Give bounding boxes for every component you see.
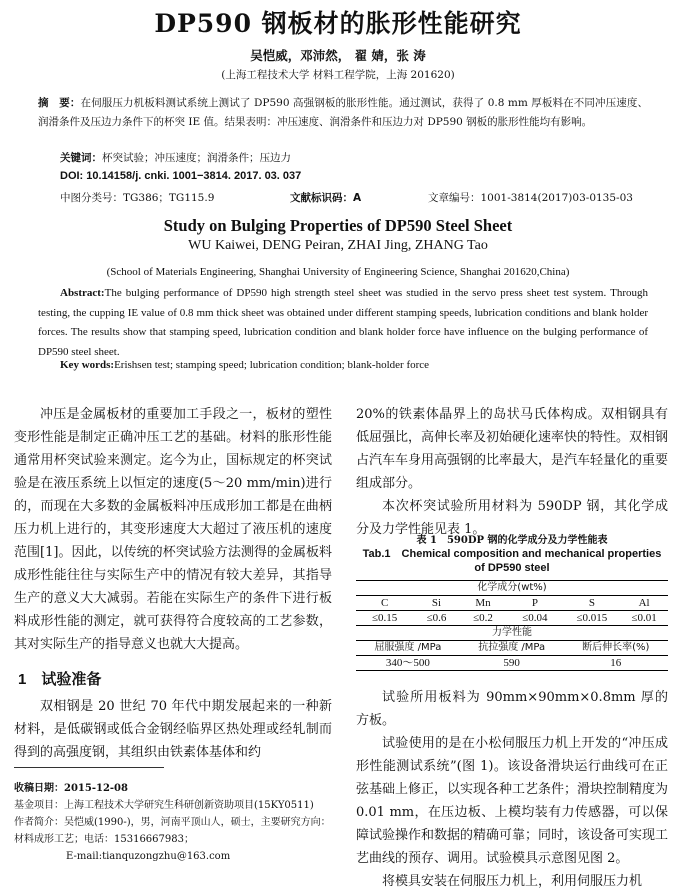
paper-title-cn: DP590 钢板材的胀形性能研究 bbox=[154, 9, 522, 38]
affiliation-en: (School of Materials Engineering, Shanghai University of Engineering Science, Shanghai 201620,China) bbox=[106, 266, 570, 278]
intro-paragraph: 冲压是金属板材的重要加工手段之一，板材的塑性变形性能是制定正确冲压工艺的基础。材料的胀形性能通常用杯突试验来测定。迄今为止，国标规定的杯突试验是在液压系统上以恒定的速度(5～20 mm/min)进行的，而现在大多数的金属板料冲压成形加工都是在曲柄压力机上进行的，其变形速度大大超过了液压机的速度范围[1]。因此，以传统的杯突试验方法测得的金属板料成形性能往往与实际生产中的情况有较大差异，其指导生产的意义大大减弱。若能在实际生产的条件下进行板料成形性能的测定，就可获得符合度较高的工艺参数，其对实际生产的指导意义也就大大提高。 bbox=[14, 407, 332, 652]
keywords-cn-label: 关键词： bbox=[60, 152, 102, 164]
document-code: 文献标识码：A bbox=[290, 192, 362, 204]
dual-phase-paragraph: 双相钢是 20 世纪 70 年代中期发展起来的一种新材料，是低碳钢或低合金钢经临界区热处理或经轧制而得到的高强度钢，其组织由铁素体基体和约 bbox=[14, 699, 332, 760]
footnote-divider bbox=[14, 767, 164, 768]
abstract-en-text: The bulging performance of DP590 high strength steel sheet was studied in the servo press sheet test system. Through testing, the cupping IE value of 0.8 mm thick sheet was obtained under different stamping speeds, lubrication conditions and blank holder forces. The results show that stamping speed, lubrication condition and blank holder force have influence on the bulging performance of DP590 steel sheet. bbox=[38, 287, 648, 358]
authors-en: WU Kaiwei, DENG Peiran, ZHAI Jing, ZHANG Tao bbox=[188, 238, 488, 253]
mech-val: 16 bbox=[564, 656, 668, 671]
chem-val: ≤0.15 bbox=[356, 611, 413, 626]
material-paragraph: 本次杯突试验所用材料为 590DP 钢，其化学成分及力学性能见表 1。 bbox=[356, 499, 668, 537]
keywords-cn-text: 杯突试验；冲压速度；润滑条件；压边力 bbox=[102, 152, 291, 164]
mech-val: 590 bbox=[460, 656, 564, 671]
mech-col: 屈服强度 /MPa bbox=[356, 641, 460, 656]
abstract-cn-text: 在伺服压力机板料测试系统上测试了 DP590 高强钢板的胀形性能。通过测试，获得了 0.8 mm 厚板料在不同冲压速度、润滑条件及压边力条件下的杯突 IE 值。结果表明：冲压速度、润滑条件和压边力对 DP590 钢板的胀形性能均有影响。 bbox=[38, 97, 649, 128]
right-column-bottom bbox=[356, 686, 668, 893]
abstract-en bbox=[38, 284, 648, 362]
mounting-paragraph: 将模具安装在伺服压力机上，利用伺服压力机 bbox=[382, 874, 643, 889]
chem-col: Al bbox=[620, 596, 668, 611]
mech-col: 断后伸长率(%) bbox=[564, 641, 668, 656]
composition-table bbox=[356, 580, 668, 671]
article-number: 文章编号：1001-3814(2017)03-0135-03 bbox=[428, 192, 633, 204]
section-1-heading: 1 试验准备 bbox=[18, 671, 102, 688]
equipment-paragraph: 试验使用的是在小松伺服压力机上开发的“冲压成形性能测试系统”(图 1)。该设备滑块运行曲线可在正弦基础上修正，以实现各种工艺条件；滑块控制精度为 0.01 mm，在压边板、上模均装有力传感器，可以保障试验操作和数据的精确可靠；同时，该设备可实现工艺曲线的预存、调用。试验模具示意图见图 2。 bbox=[356, 736, 669, 866]
footnote-email: E-mail:tianquzongzhu@163.com bbox=[66, 851, 231, 862]
chem-col: S bbox=[564, 596, 621, 611]
authors-cn: 吴恺威，邓沛然， 翟 婧，张 涛 bbox=[250, 48, 426, 63]
keywords-en bbox=[60, 359, 429, 371]
chem-header: 化学成分(wt%) bbox=[356, 581, 668, 596]
doi: DOI: 10.14158/j. cnki. 1001−3814. 2017. 03. 037 bbox=[60, 170, 302, 182]
paper-title-en: Study on Bulging Properties of DP590 Steel Sheet bbox=[163, 216, 513, 235]
mech-header: 力学性能 bbox=[356, 626, 668, 641]
abstract-cn-label: 摘 要： bbox=[38, 97, 81, 109]
chem-val: ≤0.6 bbox=[413, 611, 460, 626]
footnote-received: 收稿日期：2015-12-08 bbox=[14, 783, 128, 794]
keywords-cn bbox=[60, 150, 291, 165]
mech-col: 抗拉强度 /MPa bbox=[460, 641, 564, 656]
right-column-top bbox=[356, 403, 668, 541]
chem-col: C bbox=[356, 596, 413, 611]
footnotes bbox=[14, 780, 332, 865]
table-caption-cn: 表 1 590DP 钢的化学成分及力学性能表 bbox=[416, 535, 608, 546]
chem-val: ≤0.2 bbox=[460, 611, 507, 626]
keywords-en-text: Erishsen test; stamping speed; lubrication condition; blank-holder force bbox=[114, 359, 430, 371]
keywords-en-label: Key words: bbox=[60, 359, 115, 371]
classification-number: 中图分类号：TG386；TG115.9 bbox=[60, 192, 215, 204]
chem-val: ≤0.01 bbox=[620, 611, 668, 626]
abstract-en-label: Abstract: bbox=[60, 287, 105, 299]
abstract-cn bbox=[38, 94, 648, 132]
footnote-author: 作者简介：吴恺威(1990-)，男，河南平顶山人，硕士，主要研究方向：材料成形工艺；电话：15316667983； bbox=[14, 817, 331, 845]
chem-col: Si bbox=[413, 596, 460, 611]
footnote-fund: 基金项目：上海工程技术大学研究生科研创新资助项目(15KY0511) bbox=[14, 800, 314, 811]
chem-val: ≤0.015 bbox=[564, 611, 621, 626]
chem-col: P bbox=[506, 596, 563, 611]
table-caption-en: Tab.1 Chemical composition and mechanical properties of DP590 steel bbox=[362, 548, 662, 574]
sheet-size-paragraph: 试验所用板料为 90mm×90mm×0.8mm 厚的方板。 bbox=[356, 690, 668, 728]
affiliation-cn: (上海工程技术大学 材料工程学院，上海 201620) bbox=[221, 69, 455, 81]
chem-val: ≤0.04 bbox=[506, 611, 563, 626]
mech-val: 340～500 bbox=[356, 656, 460, 671]
martensite-paragraph: 20%的铁素体晶界上的岛状马氏体构成。双相钢具有低屈强比，高伸长率及初始硬化速率快的特性。双相钢占汽车车身用高强钢的比率最大，是汽车轻量化的重要组成部分。 bbox=[356, 407, 669, 491]
chem-col: Mn bbox=[460, 596, 507, 611]
